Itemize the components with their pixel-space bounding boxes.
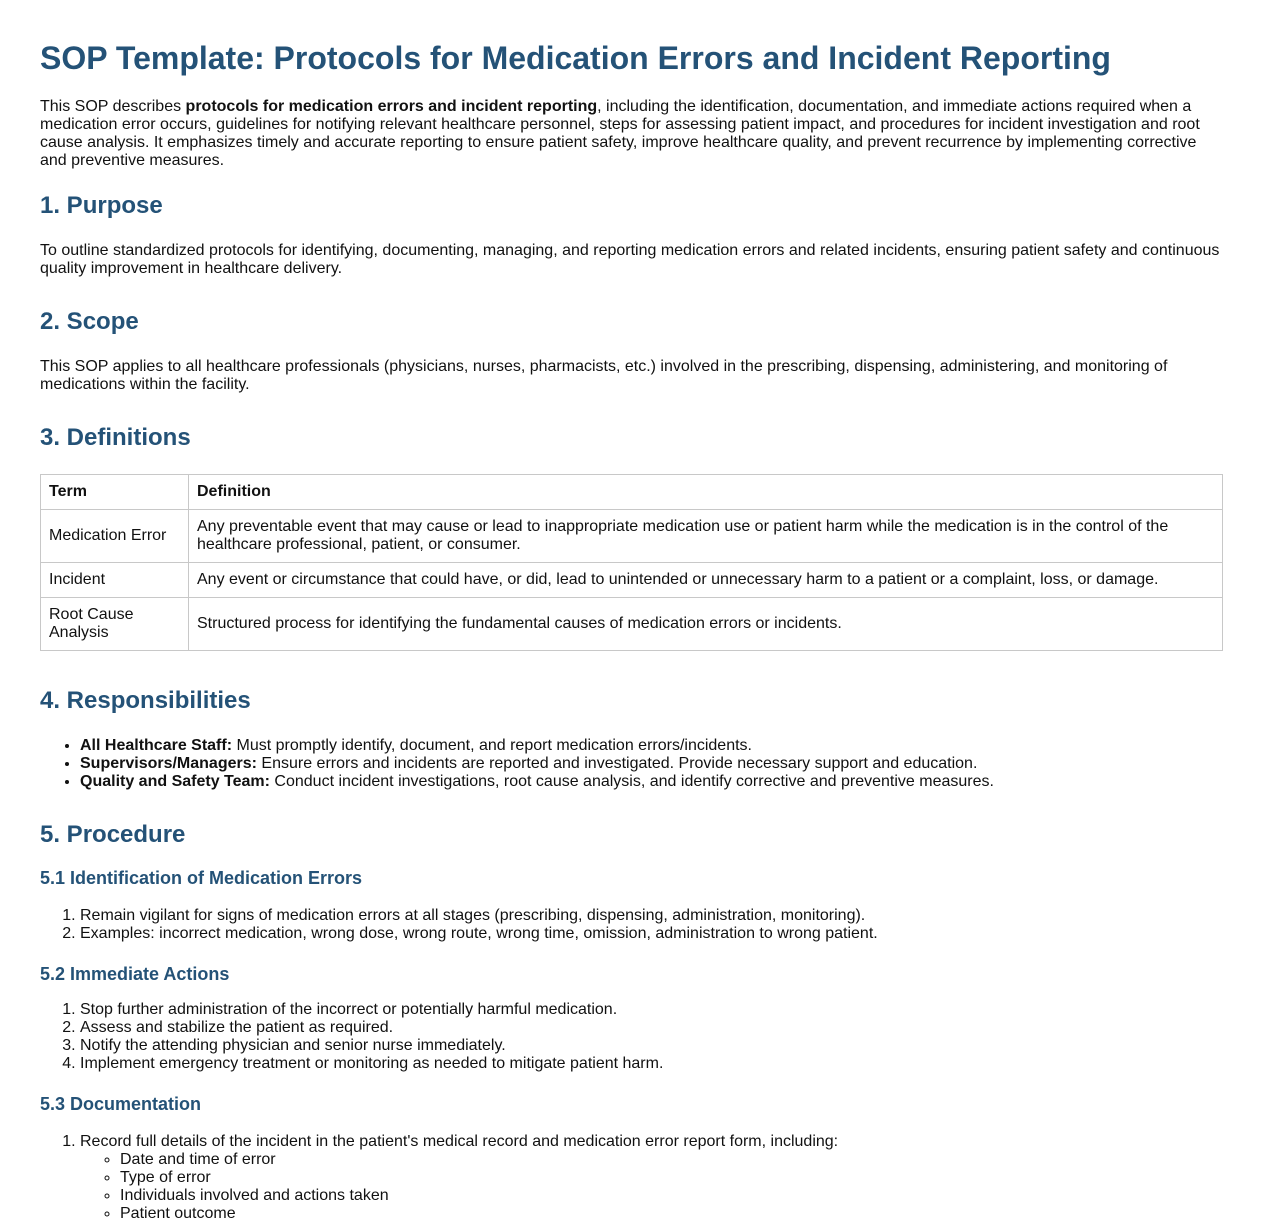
intro-emphasis: protocols for medication errors and incident reporting [185,98,598,115]
term-cell: Root Cause Analysis [41,598,189,651]
identification-heading: 5.1 Identification of Medication Errors [40,868,363,888]
col-term: Term [41,475,189,510]
table-header-row [41,475,1223,510]
definitions-table [40,474,1223,651]
definitions-heading: 3. Definitions [40,424,191,451]
scope-heading: 2. Scope [40,308,139,335]
list-item: • Supervisors/Managers: Ensure errors and incidents are reported and investigated. Provide necessary support and education. [80,755,1223,773]
list-item: ◦ Date and time of error [120,1151,1223,1169]
procedure-heading: 5. Procedure [40,821,186,848]
responsibilities-list [40,737,1223,791]
list-item: 1. Remain vigilant for signs of medication errors at all stages (prescribing, dispensing, administration, monitoring). [80,907,1223,925]
list-item: 2. Assess and stabilize the patient as required. [80,1019,1223,1037]
col-definition: Definition [189,475,1223,510]
definition-cell: Any event or circumstance that could have, or did, lead to unintended or unnecessary harm to a patient or a complaint, loss, or damage. [189,563,1223,598]
list-item: 1. Record full details of the incident in the patient's medical record and medication error report form, including: ◦ Date and time of error ◦ Type of error ◦ Individuals involved and actions taken ◦ Patient outcome [80,1133,1223,1223]
list-item: ◦ Type of error [120,1169,1223,1187]
list-item: 2. Examples: incorrect medication, wrong dose, wrong route, wrong time, omission, administration to wrong patient. [80,925,1223,943]
term-cell: Incident [41,563,189,598]
list-item: 1. Stop further administration of the incorrect or potentially harmful medication. [80,1001,1223,1019]
definition-cell: Any preventable event that may cause or lead to inappropriate medication use or patient harm while the medication is in the control of the healthcare professional, patient, or consumer. [189,510,1223,563]
term-cell: Medication Error [41,510,189,563]
list-item: 3. Notify the attending physician and senior nurse immediately. [80,1037,1223,1055]
list-item: ◦ Individuals involved and actions taken [120,1187,1223,1205]
list-item: • All Healthcare Staff: Must promptly identify, document, and report medication errors/incidents. [80,737,1223,755]
purpose-heading: 1. Purpose [40,192,163,219]
immediate-actions-heading: 5.2 Immediate Actions [40,964,230,984]
documentation-sublist [80,1151,1223,1223]
table-row [41,598,1223,651]
identification-list [40,907,1223,943]
documentation-list [40,1133,1223,1223]
documentation-heading: 5.3 Documentation [40,1094,202,1114]
list-item: 4. Implement emergency treatment or monitoring as needed to mitigate patient harm. [80,1055,1223,1073]
definition-cell: Structured process for identifying the fundamental causes of medication errors or incidents. [189,598,1223,651]
list-item: ◦ Patient outcome [120,1205,1223,1223]
scope-text: This SOP applies to all healthcare professionals (physicians, nurses, pharmacists, etc.) involved in the prescribing, dispensing, administering, and monitoring of medications within the facility. [40,358,1168,393]
list-item: • Quality and Safety Team: Conduct incident investigations, root cause analysis, and identify corrective and preventive measures. [80,773,1223,791]
purpose-text: To outline standardized protocols for identifying, documenting, managing, and reporting medication errors and related incidents, ensuring patient safety and continuous quality improvement in healthcare delivery. [40,242,1220,277]
table-row [41,563,1223,598]
immediate-actions-list [40,1001,1223,1073]
page-title: SOP Template: Protocols for Medication Errors and Incident Reporting [40,40,1111,76]
table-row [41,510,1223,563]
intro-paragraph: This SOP describes protocols for medication errors and incident reporting, including the identification, documentation, and immediate actions required when a medication error occurs, guidelines for notifying relevant healthcare personnel, steps for assessing patient impact, and procedures for incident investigation and root cause analysis. It emphasizes timely and accurate reporting to ensure patient safety, improve healthcare quality, and prevent recurrence by implementing corrective and preventive measures. [40,98,1200,169]
responsibilities-heading: 4. Responsibilities [40,687,251,714]
